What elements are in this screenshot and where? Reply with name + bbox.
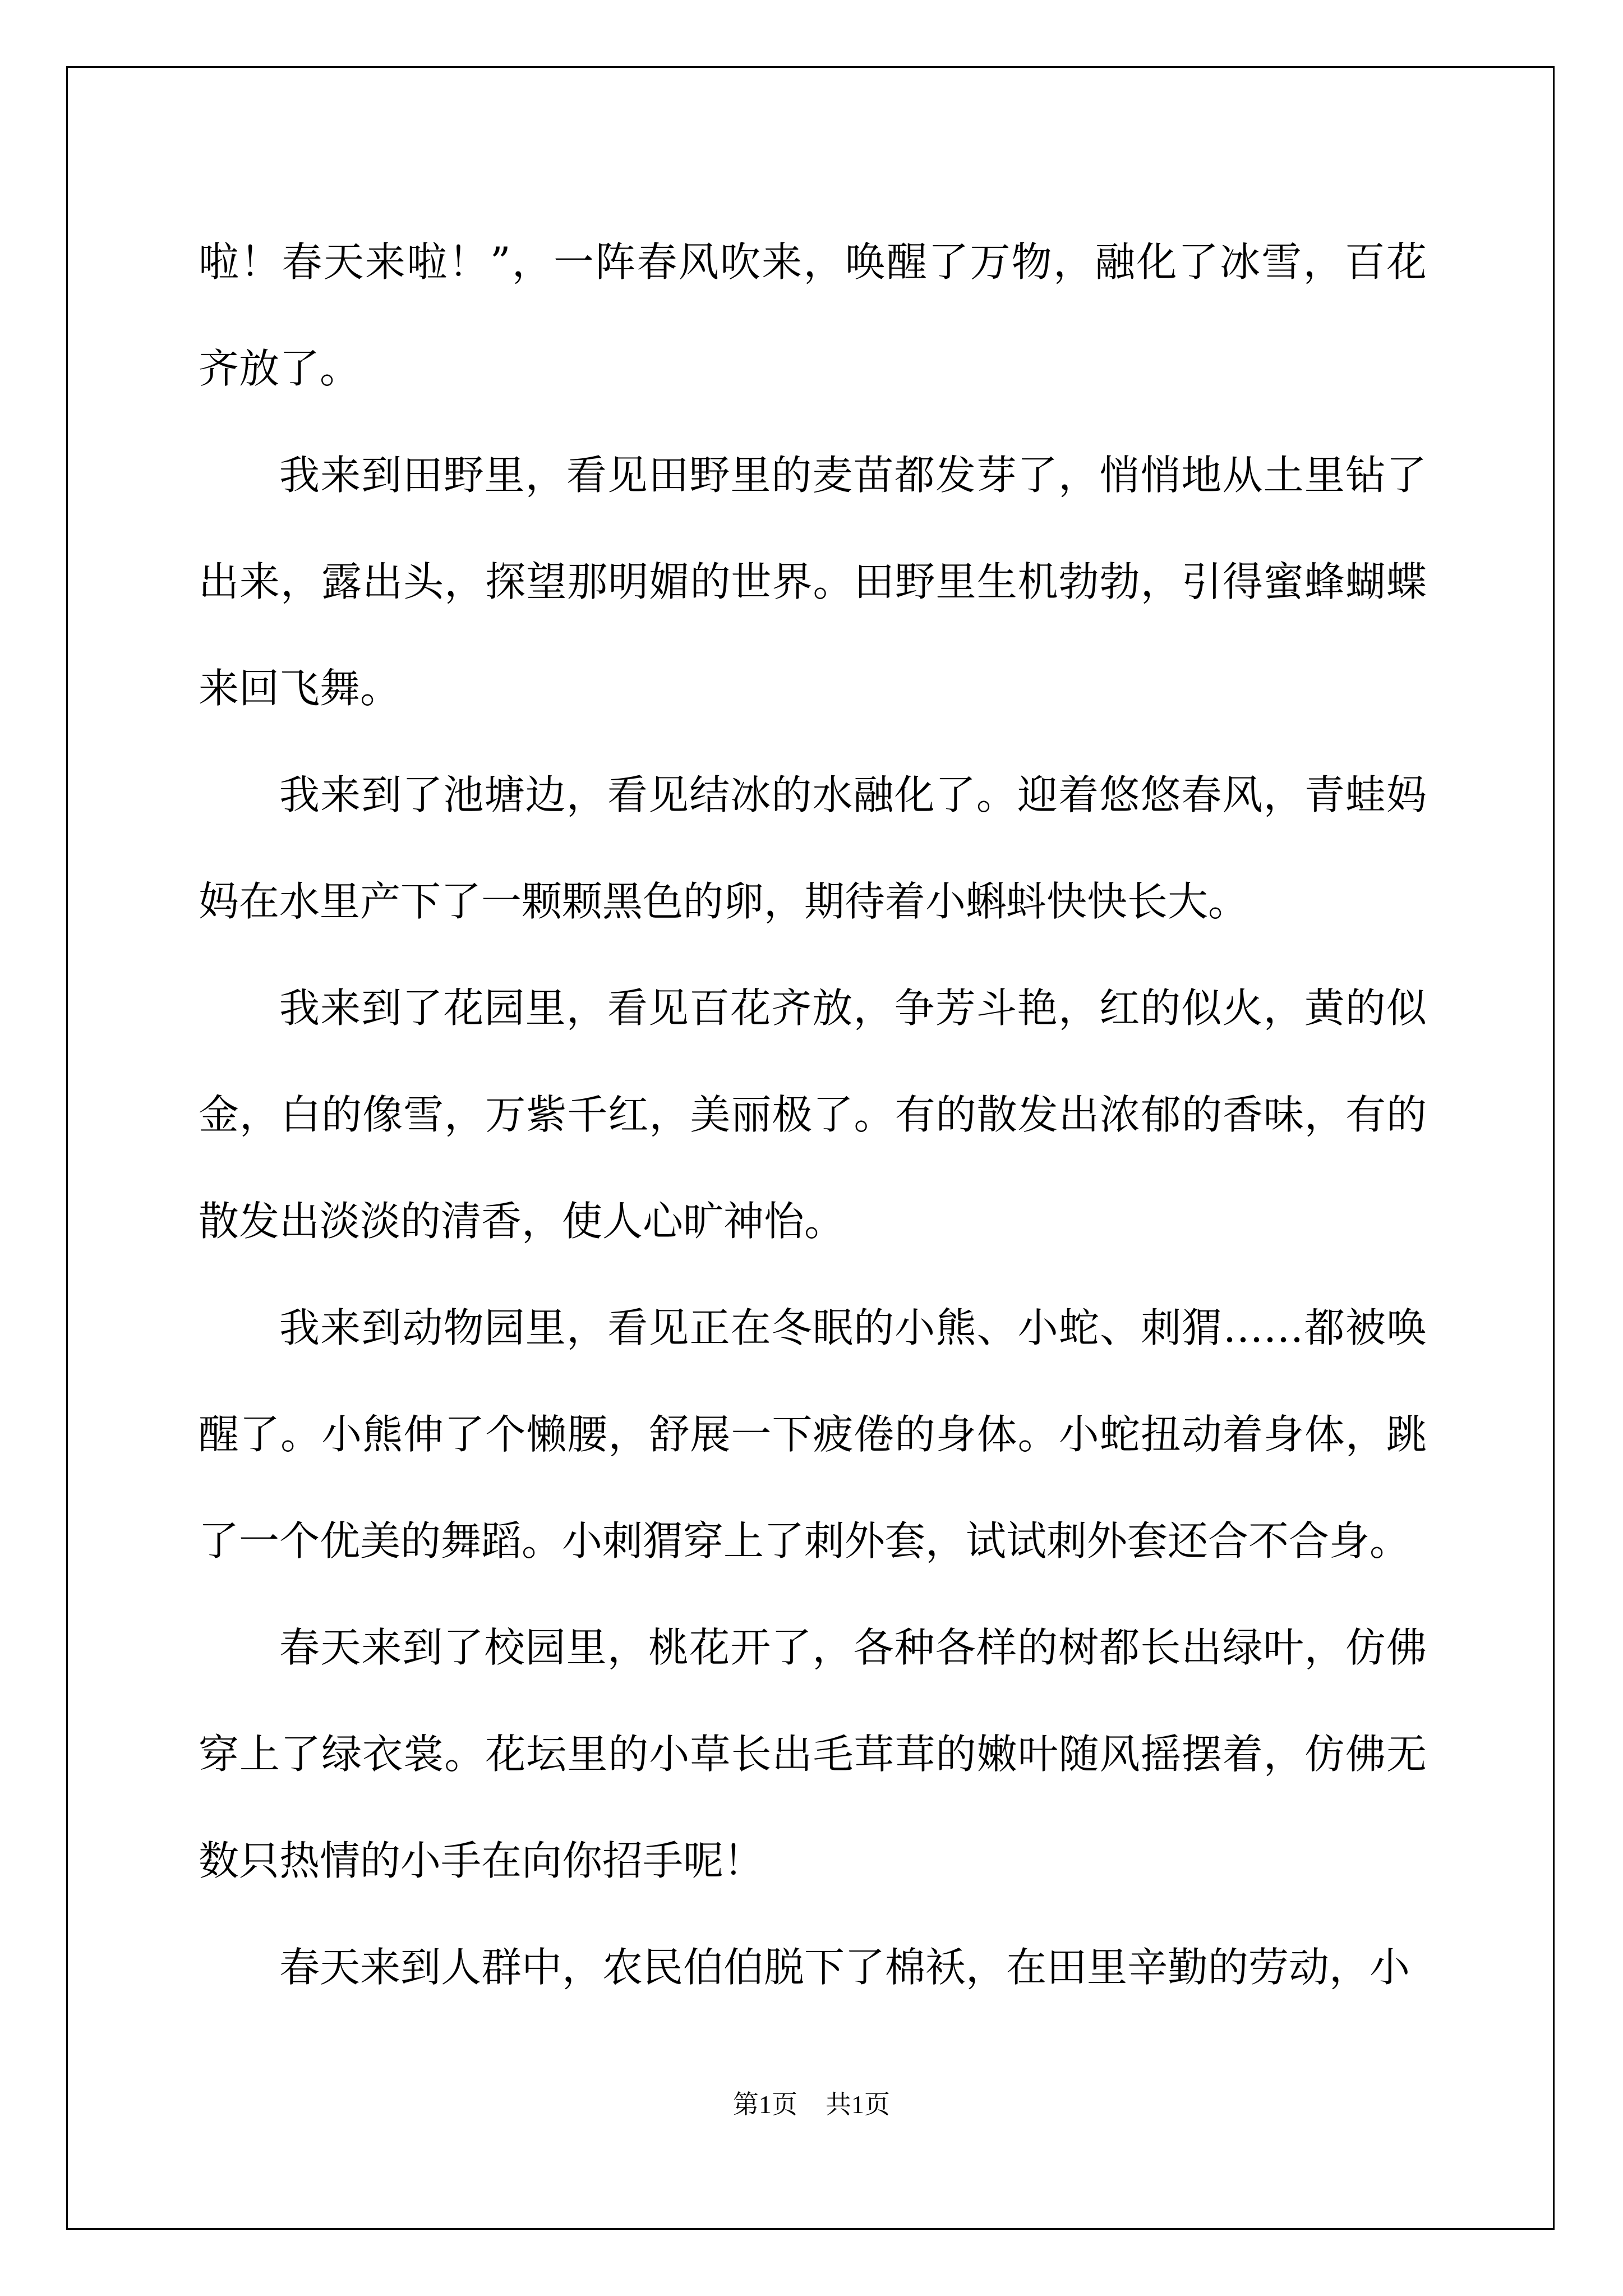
paragraph: 我来到动物园里，看见正在冬眠的小熊、小蛇、刺猬……都被唤醒了。小熊伸了个懒腰，舒展一下疲倦的身体。小蛇扭动着身体，跳了一个优美的舞蹈。小刺猬穿上了刺外套，试试刺外套还合不合身。 — [199, 1304, 1427, 1565]
paragraph: 我来到了池塘边，看见结冰的水融化了。迎着悠悠春风，青蛙妈妈在水里产下了一颗颗黑色的卵，期待着小蝌蚪快快长大。 — [199, 771, 1427, 925]
paragraph: 我来到了花园里，看见百花齐放，争芳斗艳，红的似火，黄的似金，白的像雪，万紫千红，美丽极了。有的散发出浓郁的香味，有的散发出淡淡的清香，使人心旷神怡。 — [199, 984, 1427, 1245]
document-body — [199, 209, 1427, 2021]
page-number: 第1页 — [733, 2090, 797, 2119]
paragraph: 啦！春天来啦！”，一阵春风吹来，唤醒了万物，融化了冰雪，百花齐放了。 — [199, 238, 1427, 392]
paragraph: 春天来到人群中，农民伯伯脱下了棉袄，在田里辛勤的劳动，小 — [279, 1944, 1410, 1991]
paragraph: 我来到田野里，看见田野里的麦苗都发芽了，悄悄地从土里钻了出来，露出头，探望那明媚的世界。田野里生机勃勃，引得蜜蜂蝴蝶来回飞舞。 — [199, 452, 1427, 712]
page-total: 共1页 — [826, 2090, 890, 2119]
page-footer — [0, 2088, 1623, 2122]
paragraph: 春天来到了校园里，桃花开了，各种各样的树都长出绿叶，仿佛穿上了绿衣裳。花坛里的小草长出毛茸茸的嫩叶随风摇摆着，仿佛无数只热情的小手在向你招手呢！ — [199, 1624, 1427, 1884]
